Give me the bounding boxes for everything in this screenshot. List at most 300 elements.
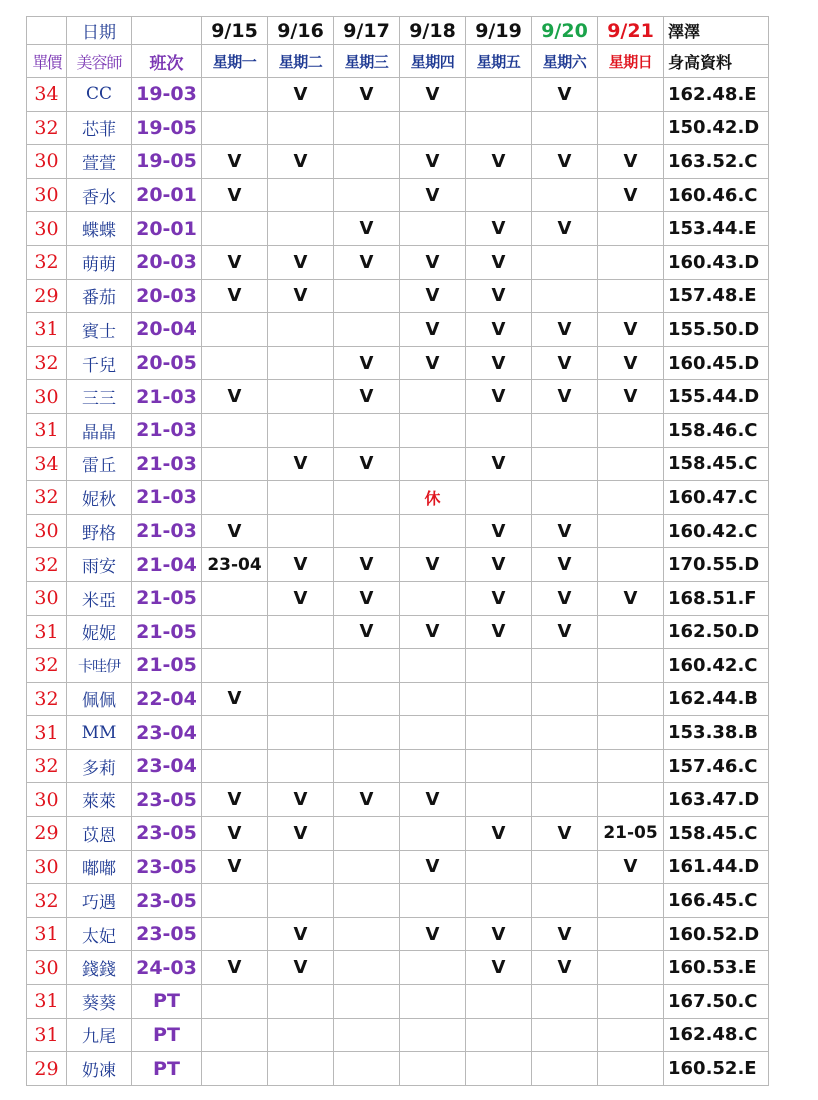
day-cell-fri (466, 481, 532, 515)
height-cell: 160.47.C (664, 481, 769, 515)
day-cell-wed: V (334, 346, 400, 380)
day-cell-tue (268, 1018, 334, 1052)
day-cell-wed (334, 313, 400, 347)
height-cell: 162.48.E (664, 78, 769, 112)
day-cell-fri (466, 111, 532, 145)
day-cell-wed (334, 514, 400, 548)
day-cell-wed (334, 481, 400, 515)
day-cell-sun (598, 78, 664, 112)
class-cell: 23-04 (132, 716, 202, 750)
day-cell-sun (598, 615, 664, 649)
price-cell: 30 (27, 145, 67, 179)
weekday-tue: 星期二 (268, 45, 334, 78)
day-cell-sat (532, 413, 598, 447)
day-cell-sun (598, 917, 664, 951)
day-cell-fri (466, 178, 532, 212)
day-cell-sat (532, 716, 598, 750)
day-cell-sat (532, 884, 598, 918)
day-cell-thu: V (400, 313, 466, 347)
day-cell-wed (334, 716, 400, 750)
table-row (27, 817, 769, 851)
day-cell-thu (400, 884, 466, 918)
class-cell: 19-05 (132, 111, 202, 145)
day-cell-mon: V (202, 380, 268, 414)
day-cell-sun: 21-05 (598, 817, 664, 851)
price-cell: 32 (27, 111, 67, 145)
day-cell-thu: V (400, 615, 466, 649)
day-cell-tue (268, 716, 334, 750)
stylist-name-cell: 苡恩 (67, 817, 132, 851)
day-cell-fri (466, 985, 532, 1019)
day-cell-sat: V (532, 78, 598, 112)
class-cell: 21-04 (132, 548, 202, 582)
price-cell: 30 (27, 951, 67, 985)
day-cell-tue: V (268, 245, 334, 279)
table-row (27, 178, 769, 212)
height-cell: 160.45.D (664, 346, 769, 380)
day-cell-sat: V (532, 951, 598, 985)
table-row (27, 749, 769, 783)
class-cell: 21-03 (132, 481, 202, 515)
day-cell-tue (268, 884, 334, 918)
day-cell-sun (598, 951, 664, 985)
day-cell-mon: V (202, 279, 268, 313)
height-cell: 170.55.D (664, 548, 769, 582)
date-sun: 9/21 (598, 17, 664, 45)
day-cell-wed: V (334, 548, 400, 582)
day-cell-fri (466, 716, 532, 750)
day-cell-thu (400, 951, 466, 985)
schedule-table (26, 16, 769, 1086)
class-cell: 19-03 (132, 78, 202, 112)
price-cell: 29 (27, 279, 67, 313)
table-row (27, 346, 769, 380)
height-cell: 163.52.C (664, 145, 769, 179)
day-cell-sun (598, 649, 664, 683)
day-cell-sun: V (598, 380, 664, 414)
day-cell-mon (202, 413, 268, 447)
day-cell-thu (400, 649, 466, 683)
table-row (27, 212, 769, 246)
day-cell-fri (466, 850, 532, 884)
day-cell-tue: V (268, 917, 334, 951)
day-cell-wed (334, 917, 400, 951)
day-cell-sun (598, 111, 664, 145)
weekday-mon: 星期一 (202, 45, 268, 78)
day-cell-thu: V (400, 145, 466, 179)
day-cell-fri: V (466, 313, 532, 347)
height-cell: 160.43.D (664, 245, 769, 279)
table-row (27, 514, 769, 548)
day-cell-wed (334, 649, 400, 683)
price-cell: 31 (27, 985, 67, 1019)
table-row (27, 279, 769, 313)
day-cell-mon: V (202, 783, 268, 817)
day-cell-tue: V (268, 581, 334, 615)
date-label: 日期 (67, 17, 132, 45)
stylist-name-cell: 芯菲 (67, 111, 132, 145)
day-cell-mon (202, 749, 268, 783)
day-cell-wed: V (334, 380, 400, 414)
table-row (27, 548, 769, 582)
day-cell-sat (532, 178, 598, 212)
day-cell-mon (202, 111, 268, 145)
price-cell: 30 (27, 212, 67, 246)
day-cell-fri (466, 884, 532, 918)
day-cell-sat: V (532, 548, 598, 582)
day-cell-fri: V (466, 951, 532, 985)
day-cell-wed: V (334, 783, 400, 817)
stylist-name-cell: 米亞 (67, 581, 132, 615)
table-row (27, 380, 769, 414)
day-cell-thu (400, 749, 466, 783)
weekday-sun: 星期日 (598, 45, 664, 78)
stylist-name-cell: 賓士 (67, 313, 132, 347)
day-cell-thu (400, 1052, 466, 1086)
class-cell: 24-03 (132, 951, 202, 985)
class-cell: 20-03 (132, 279, 202, 313)
day-cell-mon (202, 78, 268, 112)
price-cell: 32 (27, 548, 67, 582)
day-cell-tue: V (268, 951, 334, 985)
price-cell: 30 (27, 178, 67, 212)
day-cell-thu (400, 581, 466, 615)
day-cell-fri (466, 1052, 532, 1086)
day-cell-wed: V (334, 615, 400, 649)
height-cell: 155.44.D (664, 380, 769, 414)
day-cell-fri: V (466, 212, 532, 246)
price-cell: 34 (27, 447, 67, 481)
day-cell-sat: V (532, 145, 598, 179)
day-cell-sat: V (532, 380, 598, 414)
stylist-name-cell: 九尾 (67, 1018, 132, 1052)
price-cell: 30 (27, 850, 67, 884)
day-cell-wed (334, 682, 400, 716)
day-cell-tue (268, 682, 334, 716)
stylist-name-cell: 妮秋 (67, 481, 132, 515)
day-cell-sun: V (598, 313, 664, 347)
day-cell-thu: V (400, 245, 466, 279)
day-cell-mon (202, 1052, 268, 1086)
day-cell-wed: V (334, 78, 400, 112)
day-cell-tue: V (268, 447, 334, 481)
height-owner-label: 澤澤 (664, 17, 769, 45)
height-cell: 158.45.C (664, 447, 769, 481)
column-header-row (27, 45, 769, 78)
stylist-name-cell: 三三 (67, 380, 132, 414)
date-thu: 9/18 (400, 17, 466, 45)
class-cell: 23-05 (132, 884, 202, 918)
price-cell: 29 (27, 817, 67, 851)
day-cell-wed (334, 951, 400, 985)
price-cell: 32 (27, 682, 67, 716)
table-row (27, 850, 769, 884)
day-cell-sat (532, 682, 598, 716)
day-cell-mon (202, 481, 268, 515)
day-cell-tue (268, 1052, 334, 1086)
day-cell-tue (268, 481, 334, 515)
day-cell-sun (598, 749, 664, 783)
stylist-name-cell: 巧遇 (67, 884, 132, 918)
class-cell: 23-04 (132, 749, 202, 783)
day-cell-sun (598, 279, 664, 313)
day-cell-fri: V (466, 817, 532, 851)
day-cell-sun (598, 783, 664, 817)
day-cell-thu: V (400, 917, 466, 951)
day-cell-sat (532, 111, 598, 145)
day-cell-thu (400, 380, 466, 414)
stylist-name-cell: 雨安 (67, 548, 132, 582)
day-cell-wed (334, 111, 400, 145)
stylist-name-cell: 萌萌 (67, 245, 132, 279)
height-cell: 160.42.C (664, 649, 769, 683)
date-fri: 9/19 (466, 17, 532, 45)
day-cell-sat (532, 749, 598, 783)
height-cell: 160.42.C (664, 514, 769, 548)
day-cell-thu: V (400, 279, 466, 313)
table-row (27, 447, 769, 481)
price-cell: 31 (27, 1018, 67, 1052)
day-cell-tue (268, 380, 334, 414)
stylist-header: 美容師 (67, 45, 132, 78)
day-cell-tue (268, 413, 334, 447)
height-cell: 168.51.F (664, 581, 769, 615)
day-cell-sat (532, 783, 598, 817)
day-cell-tue: V (268, 279, 334, 313)
day-cell-fri (466, 78, 532, 112)
day-cell-thu (400, 817, 466, 851)
class-cell: 21-05 (132, 581, 202, 615)
height-cell: 160.52.D (664, 917, 769, 951)
table-row (27, 917, 769, 951)
stylist-name-cell: 佩佩 (67, 682, 132, 716)
stylist-name-cell: 雷丘 (67, 447, 132, 481)
stylist-name-cell: 多莉 (67, 749, 132, 783)
class-cell: 20-01 (132, 178, 202, 212)
day-cell-sat (532, 481, 598, 515)
day-cell-fri: V (466, 548, 532, 582)
day-cell-sun: V (598, 346, 664, 380)
day-cell-sun (598, 1052, 664, 1086)
day-cell-sat (532, 1052, 598, 1086)
class-cell: PT (132, 985, 202, 1019)
weekday-wed: 星期三 (334, 45, 400, 78)
day-cell-tue (268, 346, 334, 380)
class-cell: 21-03 (132, 447, 202, 481)
day-cell-wed: V (334, 245, 400, 279)
stylist-name-cell: 千兒 (67, 346, 132, 380)
day-cell-thu: V (400, 783, 466, 817)
day-cell-thu (400, 413, 466, 447)
class-cell: 21-03 (132, 380, 202, 414)
stylist-name-cell: 晶晶 (67, 413, 132, 447)
class-cell: 21-05 (132, 649, 202, 683)
stylist-name-cell: 葵葵 (67, 985, 132, 1019)
day-cell-fri: V (466, 514, 532, 548)
class-cell: 23-05 (132, 817, 202, 851)
price-cell: 30 (27, 581, 67, 615)
price-cell: 31 (27, 917, 67, 951)
class-cell: 21-03 (132, 413, 202, 447)
table-row (27, 884, 769, 918)
day-cell-fri (466, 783, 532, 817)
day-cell-mon (202, 615, 268, 649)
blank-cell (27, 17, 67, 45)
price-cell: 32 (27, 749, 67, 783)
day-cell-sun: V (598, 850, 664, 884)
height-cell: 160.53.E (664, 951, 769, 985)
stylist-name-cell: 妮妮 (67, 615, 132, 649)
stylist-name-cell: 卡哇伊 (67, 649, 132, 683)
day-cell-wed (334, 178, 400, 212)
stylist-name-cell: 錢錢 (67, 951, 132, 985)
day-cell-sun (598, 514, 664, 548)
class-cell: 23-05 (132, 783, 202, 817)
day-cell-mon (202, 884, 268, 918)
table-row (27, 783, 769, 817)
table-row (27, 951, 769, 985)
day-cell-mon (202, 313, 268, 347)
class-cell: 23-05 (132, 850, 202, 884)
day-cell-sat (532, 649, 598, 683)
class-cell: 20-05 (132, 346, 202, 380)
day-cell-tue (268, 212, 334, 246)
day-cell-mon: V (202, 145, 268, 179)
date-mon: 9/15 (202, 17, 268, 45)
class-cell: PT (132, 1018, 202, 1052)
day-cell-fri: V (466, 245, 532, 279)
day-cell-tue (268, 178, 334, 212)
height-cell: 157.46.C (664, 749, 769, 783)
day-cell-fri (466, 749, 532, 783)
day-cell-fri: V (466, 581, 532, 615)
stylist-name-cell: MM (67, 716, 132, 750)
class-cell: 20-01 (132, 212, 202, 246)
day-cell-sun (598, 481, 664, 515)
table-row (27, 145, 769, 179)
day-cell-sun (598, 1018, 664, 1052)
day-cell-wed: V (334, 447, 400, 481)
height-cell: 150.42.D (664, 111, 769, 145)
stylist-name-cell: 萊萊 (67, 783, 132, 817)
day-cell-sat (532, 850, 598, 884)
day-cell-mon: V (202, 178, 268, 212)
day-cell-sun (598, 212, 664, 246)
day-cell-wed: V (334, 212, 400, 246)
day-cell-tue (268, 985, 334, 1019)
price-cell: 31 (27, 413, 67, 447)
height-header: 身高資料 (664, 45, 769, 78)
height-cell: 162.50.D (664, 615, 769, 649)
schedule-rows (27, 78, 769, 1086)
height-cell: 163.47.D (664, 783, 769, 817)
day-cell-mon: V (202, 245, 268, 279)
weekday-thu: 星期四 (400, 45, 466, 78)
day-cell-sun (598, 985, 664, 1019)
price-cell: 32 (27, 346, 67, 380)
day-cell-fri: V (466, 615, 532, 649)
height-cell: 162.48.C (664, 1018, 769, 1052)
day-cell-thu (400, 111, 466, 145)
day-cell-mon (202, 716, 268, 750)
day-cell-fri: V (466, 917, 532, 951)
day-cell-mon (202, 1018, 268, 1052)
price-cell: 34 (27, 78, 67, 112)
stylist-name-cell: CC (67, 78, 132, 112)
day-cell-thu (400, 447, 466, 481)
day-cell-sun (598, 413, 664, 447)
stylist-name-cell: 香水 (67, 178, 132, 212)
day-cell-sun: V (598, 145, 664, 179)
day-cell-tue (268, 514, 334, 548)
day-cell-mon: 23-04 (202, 548, 268, 582)
class-header: 班次 (132, 45, 202, 78)
day-cell-sat: V (532, 514, 598, 548)
day-cell-thu: V (400, 178, 466, 212)
table-row (27, 716, 769, 750)
price-header: 單價 (27, 45, 67, 78)
day-cell-sun (598, 884, 664, 918)
day-cell-tue (268, 850, 334, 884)
day-cell-wed (334, 1018, 400, 1052)
class-cell: 23-05 (132, 917, 202, 951)
price-cell: 32 (27, 481, 67, 515)
day-cell-mon: V (202, 951, 268, 985)
table-row (27, 111, 769, 145)
table-row (27, 615, 769, 649)
day-cell-wed (334, 1052, 400, 1086)
day-cell-tue: V (268, 548, 334, 582)
day-cell-thu: V (400, 346, 466, 380)
day-cell-sun: V (598, 178, 664, 212)
class-cell: 20-03 (132, 245, 202, 279)
day-cell-sat (532, 985, 598, 1019)
height-cell: 167.50.C (664, 985, 769, 1019)
day-cell-fri: V (466, 447, 532, 481)
price-cell: 32 (27, 649, 67, 683)
day-cell-mon (202, 581, 268, 615)
table-row (27, 313, 769, 347)
height-cell: 153.38.B (664, 716, 769, 750)
price-cell: 30 (27, 514, 67, 548)
price-cell: 30 (27, 380, 67, 414)
day-cell-thu: V (400, 78, 466, 112)
day-cell-thu: 休 (400, 481, 466, 515)
day-cell-sun (598, 447, 664, 481)
day-cell-fri (466, 682, 532, 716)
day-cell-sat (532, 1018, 598, 1052)
day-cell-wed (334, 749, 400, 783)
day-cell-sat: V (532, 817, 598, 851)
height-cell: 157.48.E (664, 279, 769, 313)
day-cell-sat: V (532, 917, 598, 951)
day-cell-tue (268, 111, 334, 145)
day-cell-tue: V (268, 817, 334, 851)
height-cell: 160.46.C (664, 178, 769, 212)
day-cell-mon: V (202, 514, 268, 548)
price-cell: 31 (27, 716, 67, 750)
price-cell: 32 (27, 884, 67, 918)
day-cell-thu (400, 716, 466, 750)
day-cell-sat (532, 245, 598, 279)
class-cell: PT (132, 1052, 202, 1086)
price-cell: 30 (27, 783, 67, 817)
stylist-name-cell: 蝶蝶 (67, 212, 132, 246)
table-row (27, 581, 769, 615)
day-cell-thu (400, 212, 466, 246)
height-cell: 158.45.C (664, 817, 769, 851)
day-cell-mon (202, 447, 268, 481)
